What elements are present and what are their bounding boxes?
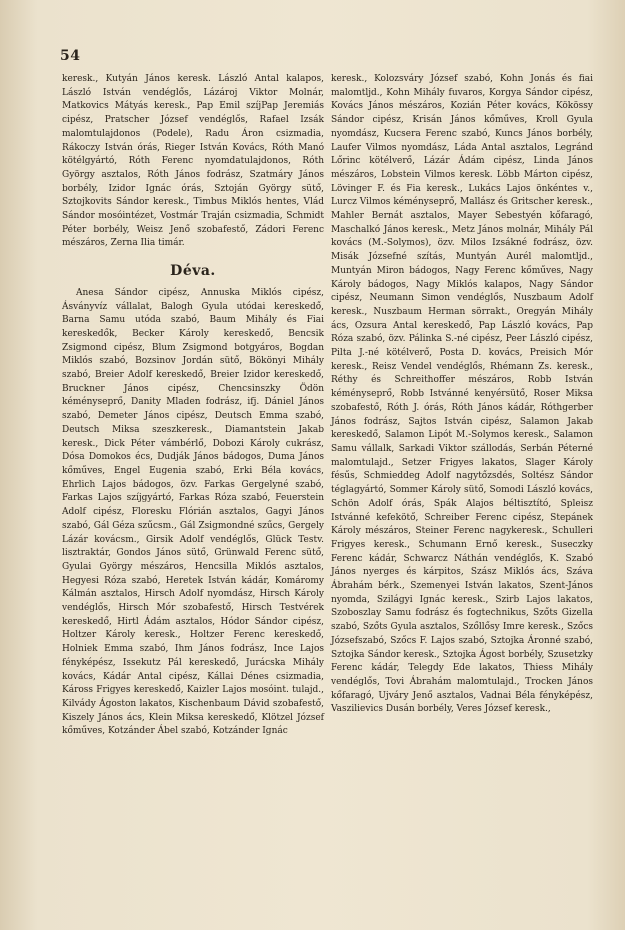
page-number: 54 — [60, 48, 81, 64]
right-column — [331, 73, 593, 717]
left-column — [62, 73, 324, 739]
continued-directory-paragraph: keresk., Kutyán János keresk. László Antal kalapos, László István vendéglős, Lázároj Viktor Molnár, Matkovics Mátyás keresk., Pap Emil szíjPap Jeremiás cipész, Pratscher József vendéglős, Rafael Izsák malomtulajdonos (Podele), Radu Áron csizmadia, Rákoczy István órás, Rieger István Kovács, Róth Manó kötélgyártó, Róth Ferenc nyomdatulajdonos, Róth György asztalos, Róth János fodrász, Szatmáry János borbély, Izidor Ignác órás, Sztoján György sütő, Sztojkovits Sándor keresk., Timbus Miklós hentes, Vlád Sándor mosóintézet, Vostmár Traján csizmadia, Schmidt Péter borbély, Weisz Jenő szobafestő, Zádori Ferenc mészáros, Zerna Ilia timár. — [62, 74, 324, 249]
deva-directory-paragraph: Anesa Sándor cipész, Annuska Miklós cipész, Ásványvíz vállalat, Balogh Gyula utódai kereskedő, Barna Samu utóda szabó, Baum Mihály és Fiai kereskedők, Becker Károly kereskedő, Bencsik Zsigmond cipész, Blum Zsigmond botgyáros, Bogdan Miklós szabó, Bozsinov Jordán sütő, Bökönyi Mihály szabó, Breier Adolf kereskedő, Breier Izidor kereskedő, Bruckner János cipész, Chencsinszky Ödön kéményseprő, Danity Mladen fodrász, ifj. Dániel János szabó, Demeter János cipész, Deutsch Emma szabó, Deutsch Miksa szeszkeresk., Diamantstein Jakab keresk., Dick Péter vámbérlő, Dobozi Károly cukrász, Dósa Domokos écs, Dudják János bádogos, Duma János kőműves, Engel Eugenia szabó, Erki Béla kovács, Ehrlich Lajos bádogos, özv. Farkas Gergelyné szabó, Farkas Lajos szíjgyártó, Farkas Róza szabó, Feuerstein Adolf cipész, Floresku Flórián asztalos, Gagyi János szabó, Gál Géza szűcsm., Gál Zsigmondné szűcs, Gergely Lázár kovácsm., Girsik Adolf vendéglős, Glück Testv. lisztraktár, Gondos János sütő, Grünwald Ferenc sütő, Gyulai György mészáros, Hencsilla Miklós asztalos, Hegyesi Róza szabó, Heretek István kádár, Komáromy Kálmán asztalos, Hirsch Adolf nyomdász, Hirsch Károly vendéglős, Hirsch Mór szobafestő, Hirsch Testvérek kereskedő, Hirtl Ádám asztalos, Hódor Sándor cipész, Holtzer Károly keresk., Holtzer Ferenc kereskedő, Holniek Emma szabó, Ihm János fodrász, Ince Lajos fényképész, Issekutz Pál kereskedő, Jurácska Mihály kovács, Kádár Antal cipész, Kállai Dénes csizmadia, Káross Frigyes kereskedő, Kaizler Lajos mosóint. tulajd., Kilvády Ágoston lakatos, Kischenbaum Dávid szobafestő, Kiszely János ács, Klein Miksa kereskedő, Klötzel József kőműves, Kotzánder Ábel szabó, Kotzánder Ignác — [62, 287, 324, 737]
section-heading-deva: Déva. — [170, 263, 216, 280]
right-directory-paragraph: keresk., Kolozsváry József szabó, Kohn Jonás és fiai malomtljd., Kohn Mihály fuvaros, Korgya Sándor cipész, Kovács János mészáros, Kozián Péter kovács, Kökössy Sándor cipész, Krisán János kőműves, Kroll Gyula nyomdász, Kucsera Ferenc szabó, Kuncs János borbély, Laufer Vilmos nyomdász, Láda Antal asztalos, Legránd Lőrinc kötélverő, Lázár Ádám cipész, Linda János mészáros, Lobstein Vilmos keresk. Löbb Márton cipész, Lövinger F. és Fia keresk., Lukács Lajos önkéntes v., Lurcz Vilmos kéményseprő, Mallász és Gritscher keresk., Mahler Bernát asztalos, Mayer Sebestyén kőfaragó, Maschalkó János keresk., Metz János molnár, Mihály Pál kovács (M.-Solymos), özv. Milos Izsákné fodrász, özv. Misák Józsefné szítás, Muntyán Aurél malomtljd., Muntyán Miron bádogos, Nagy Ferenc kőműves, Nagy Károly bádogos, Nagy Miklós kalapos, Nagy Sándor cipész, Neumann Simon vendéglős, Nuszbaum Adolf keresk., Nuszbaum Herman sörrakt., Oregyán Mihály ács, Ozsura Antal kereskedő, Pap László kovács, Pap Róza szabó, özv. Pálinka S.-né cipész, Peer László cipész, Pilta J.-né kötélverő, Posta D. kovács, Preisich Mór keresk., Reisz Vendel vendéglős, Rhémann Zs. keresk., Réthy és Schreithoffer mészáros, Robb István kéményseprő, Robb Istvánné kenyérsütő, Roser Miksa szobafestő, Róth J. órás, Róth János kádár, Róthgerber János fodrász, Sajtos István cipész, Salamon Jakab kereskedő, Salamon Lipót M.-Solymos keresk., Salamon Samu vállalk, Sarkadi Viktor szállodás, Serbán Péterné malomtulajd., Setzer Frigyes lakatos, Slager Károly fésűs, Schmieddeg Adolf nagytőzsdés, Soltész Sándor téglagyártó, Sommer Károly sütő, Somodi László kovács, Schön Adolf órás, Spák Alajos béltisztító, Spleisz Istvánné kefekötő, Schreiber Ferenc cipész, Stepánek Károly mészáros, Steiner Ferenc nagykeresk., Schulleri Frigyes keresk., Schumann Ernő keresk., Suseczky Ferenc kádár, Schwarcz Náthán vendéglős, K. Szabó János nyerges és kárpitos, Szász Miklós ács, Száva Ábrahám bérk., Szemenyei István lakatos, Szent-János nyomda, Szilágyi Ignác keresk., Szirb Lajos lakatos, Szoboszlay Samu fodrász és fogtechnikus, Szőts Gizella szabó, Szőts Gyula asztalos, Szőllősy Imre keresk., Szőcs Józsefszabó, Szőcs F. Lajos szabó, Sztojka Áronné szabó, Sztojka Sándor keresk., Sztojka Ágost borbély, Szusetzky Ferenc kádár, Telegdy Ede lakatos, Thiess Mihály vendéglős, Tovi Ábrahám malomtulajd., Trocken János kőfaragó, Ujváry Jenő asztalos, Vadnai Béla fényképész, Vaszilievics Dusán borbély, Veres József keresk., — [331, 74, 593, 715]
